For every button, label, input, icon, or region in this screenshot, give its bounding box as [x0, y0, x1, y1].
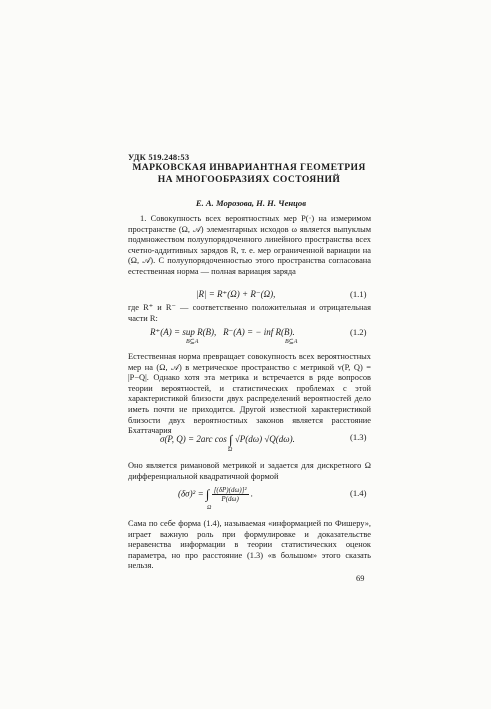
eq4-end: . — [250, 488, 254, 499]
equation-number-1-4: (1.4) — [350, 488, 367, 498]
eq2-sub-right: B⊆A — [285, 339, 298, 345]
eq2-right: R⁻(A) = − inf R(B). — [223, 327, 295, 337]
integral-sign: ∫ — [205, 486, 210, 502]
udc-code: УДК 519.248:53 — [128, 152, 190, 162]
title-line-1: МАРКОВСКАЯ ИНВАРИАНТНАЯ ГЕОМЕТРИЯ — [132, 162, 366, 173]
article-title — [118, 162, 380, 186]
page-number: 69 — [356, 574, 365, 583]
integral-sign: ∫ — [229, 432, 233, 447]
eq3-omega-sub: Ω — [228, 447, 233, 453]
eq3-left: σ(P, Q) = 2arc cos — [160, 434, 227, 444]
equation-1-2 — [150, 327, 295, 338]
eq4-left: (δσ)² = — [178, 488, 204, 499]
title-line-2: НА МНОГООБРАЗИЯХ СОСТОЯНИЙ — [157, 174, 341, 185]
equation-number-1-1: (1.1) — [350, 289, 367, 299]
authors: Е. А. Морозова, Н. Н. Ченцов — [195, 198, 307, 208]
eq4-numerator: [(δP)(dω)]² — [213, 486, 247, 494]
paragraph-3: Естественная норма превращает совокупность всех вероятностных мер на (Ω, 𝒜) в метрическое пространство с метрикой v(P, Q) = |P−Q|. Однако хотя эта метрика и встречается в ряде вопросов теории вероятностей, и статистических проблемах с этой характеристикой близости двух распределений вероятностей дело иметь почти не приходится. Другой известной характеристикой близости двух вероятностных законов является расстояние Бхаттачария — [128, 352, 371, 436]
eq4-denominator: P(dω) — [221, 495, 239, 503]
eq4-omega-sub: Ω — [207, 505, 212, 511]
equation-1-4 — [178, 486, 253, 503]
paragraph-5: Сама по себе форма (1.4), называемая «информацией по Фишеру», играет важную роль при формулировке и доказательстве неравенства информации в теории статистических оценок параметра, но про расстояние (1.3) «в большом» этого сказать нельзя. — [128, 519, 371, 571]
equation-1-1: |R| = R⁺(Ω) + R⁻(Ω), — [196, 289, 276, 299]
paragraph-2: где R⁺ и R⁻ — соответственно положительная и отрицательная части R: — [128, 303, 371, 323]
eq2-left: R⁺(A) = sup R(B), — [150, 327, 217, 337]
eq2-sub-left: B⊆A — [186, 339, 199, 345]
eq4-fraction — [212, 486, 249, 503]
equation-number-1-2: (1.2) — [350, 327, 367, 337]
equation-1-3 — [160, 432, 295, 448]
paragraph-4: Оно является римановой метрикой и задается для дискретного Ω дифференциальной квадратичной формой — [128, 461, 371, 481]
paragraph-1: 1. Совокупность всех вероятностных мер P(·) на измеримом пространстве (Ω, 𝒜) элементарных исходов ω является выпуклым подмножеством полуупорядоченного линейного пространства всех счетно-аддитивных зарядов R, т. е. мер ограниченной вариации на (Ω, 𝒜). С полуупорядоченностью этого пространства согласована естественная норма — полная вариация заряда — [128, 214, 371, 276]
eq3-right: √P(dω) √Q(dω). — [234, 434, 295, 444]
equation-number-1-3: (1.3) — [350, 432, 367, 442]
